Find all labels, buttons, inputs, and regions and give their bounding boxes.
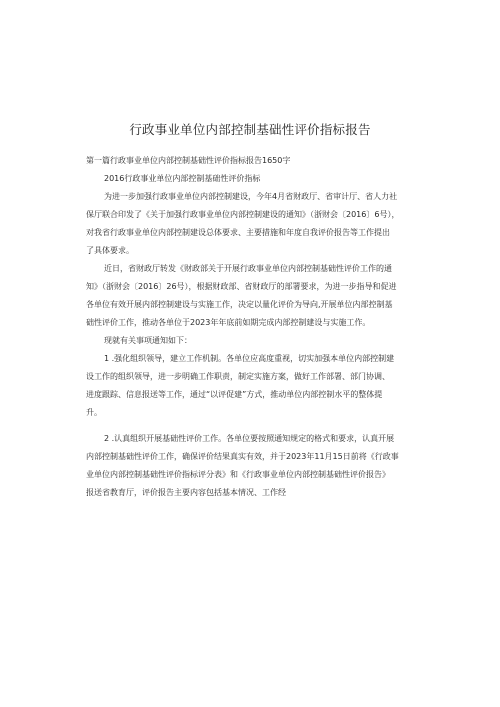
text-line: 础性评价工作，推动各单位于2023年年底前如期完成内部控制建设与实施工作。	[86, 318, 371, 327]
text-line: 知》（浙财会〔2016〕26号），根据财政部、省财政厅的部署要求，为进一步指导和促进	[86, 282, 397, 291]
text-line: 第一篇行政事业单位内部控制基础性评价指标报告1650字	[86, 156, 291, 165]
text-line: 报送省教育厅，评价报告主要内容包括基本情况、工作经	[86, 488, 286, 497]
text-line: 现就有关事项通知如下：	[104, 336, 192, 345]
text-line: 2 .认真组织开展基础性评价工作。各单位要按照通知规定的格式和要求，认真开展	[104, 434, 395, 443]
text-line: 为进一步加强行政事业单位内部控制建设，今年4月省财政厅、省审计厅、省人力社	[104, 192, 398, 201]
text-line: 设工作的组织领导，进一步明确工作职责，制定实施方案，做好工作部署、部门协调、	[86, 372, 390, 381]
document-title: 行政事业单位内部控制基础性评价指标报告	[129, 122, 371, 137]
text-line: 业单位内部控制基础性评价指标评分表》和《行政事业单位内部控制基础性评价报告》	[86, 470, 390, 479]
text-line: 升。	[86, 408, 102, 417]
document-body	[86, 152, 416, 502]
text-line: 1 .强化组织领导，建立工作机制。各单位应高度重视，切实加强本单位内部控制建	[104, 354, 395, 363]
text-line: 内部控制基础性评价工作，确保评价结果真实有效，并于2023年11月15日前将《行政事	[86, 452, 399, 461]
text-line: 近日，省财政厅转发《财政部关于开展行政事业单位内部控制基础性评价工作的通	[104, 264, 392, 273]
text-line: 了具体要求。	[86, 246, 134, 255]
text-line: 对我省行政事业单位内部控制建设总体要求、主要措施和年度自我评价报告等工作提出	[86, 228, 390, 237]
paragraph-gap	[86, 422, 416, 430]
text-line: 各单位有效开展内部控制建设与实施工作，决定以量化评价为导向,开展单位内部控制基	[86, 300, 393, 309]
text-line: 2016行政事业单位内部控制基础性评价指标	[104, 174, 261, 183]
text-line: 进度跟踪、信息报送等工作，通过“以评促建”方式，推动单位内部控制水平的整体提	[86, 390, 383, 399]
text-line: 保厅联合印发了《关于加强行政事业单位内部控制建设的通知》（浙财会〔2016〕6号），	[86, 210, 400, 219]
